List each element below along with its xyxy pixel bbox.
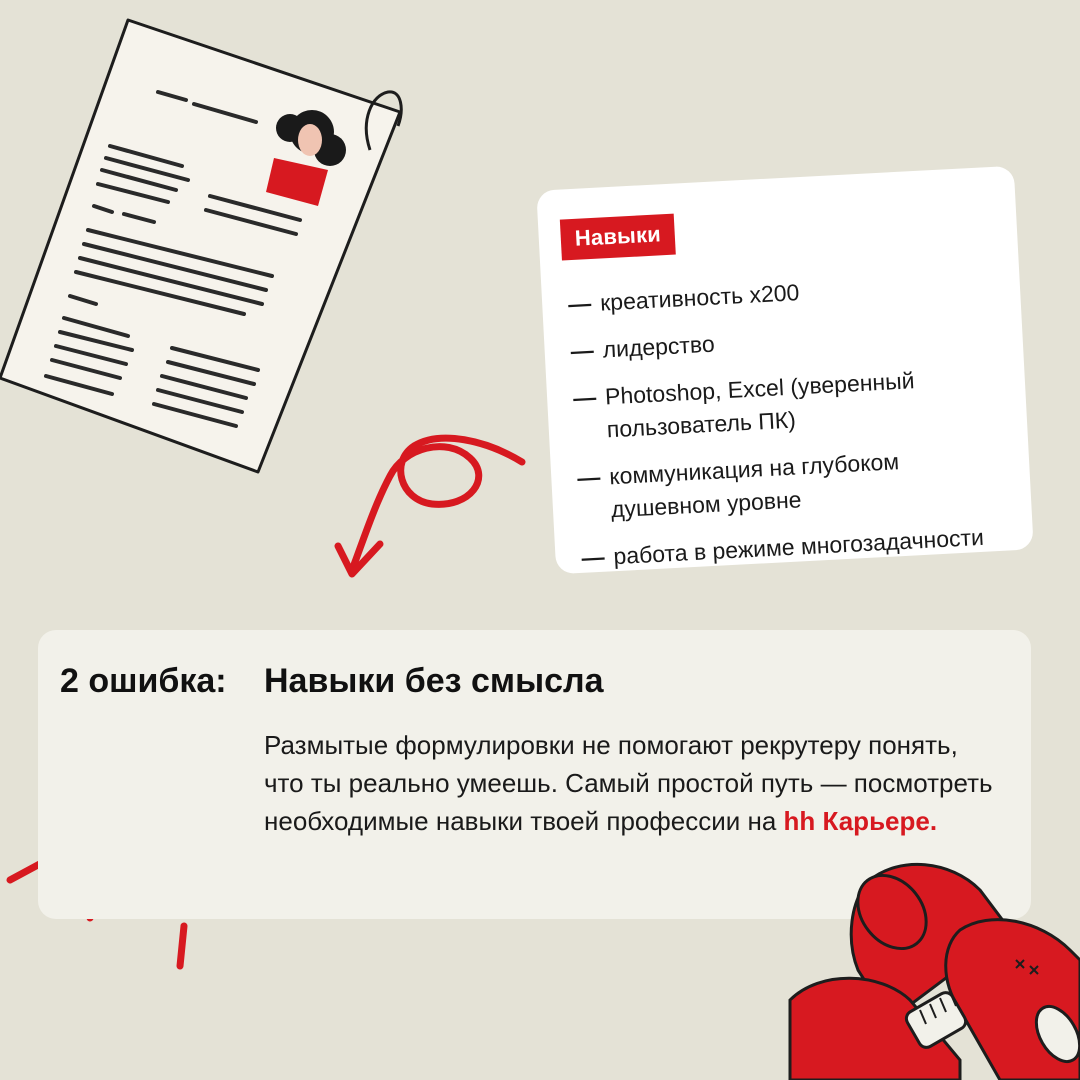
curly-arrow-icon	[338, 438, 522, 574]
dash: —	[580, 543, 606, 571]
mistake-title: Навыки без смысла	[264, 662, 604, 700]
skills-tag: Навыки	[560, 214, 676, 261]
list-item	[564, 313, 997, 369]
skill-text: Photoshop, Excel (уверенный пользователь ПК)	[604, 367, 916, 443]
dash: —	[576, 463, 602, 491]
list-item	[566, 360, 1001, 449]
list-item	[561, 266, 994, 322]
mistake-body-text: Размытые формулировки не помогают рекрутеру понять, что ты реально умеешь. Самый простой путь — посмотреть необходимые навыки твоей профессии на	[264, 730, 993, 836]
avatar-icon	[266, 110, 346, 206]
dash: —	[567, 290, 592, 318]
skills-card	[536, 166, 1033, 574]
skill-text: креативность х200	[599, 279, 800, 316]
skills-list	[561, 266, 1007, 575]
skill-text: лидерство	[601, 330, 716, 363]
mistake-body	[264, 726, 1004, 840]
dash: —	[572, 383, 597, 412]
list-item	[571, 440, 1006, 529]
mistake-panel	[38, 630, 1031, 919]
skill-text: коммуникация на глубоком душевном уровне	[608, 448, 900, 523]
skill-text: работа в режиме многозадачности	[612, 523, 985, 570]
hh-career-link[interactable]: hh Карьере.	[783, 806, 938, 836]
mistake-number: 2 ошибка:	[60, 662, 227, 700]
resume-document-icon	[0, 20, 401, 472]
list-item	[575, 520, 1008, 576]
dash: —	[570, 337, 595, 365]
